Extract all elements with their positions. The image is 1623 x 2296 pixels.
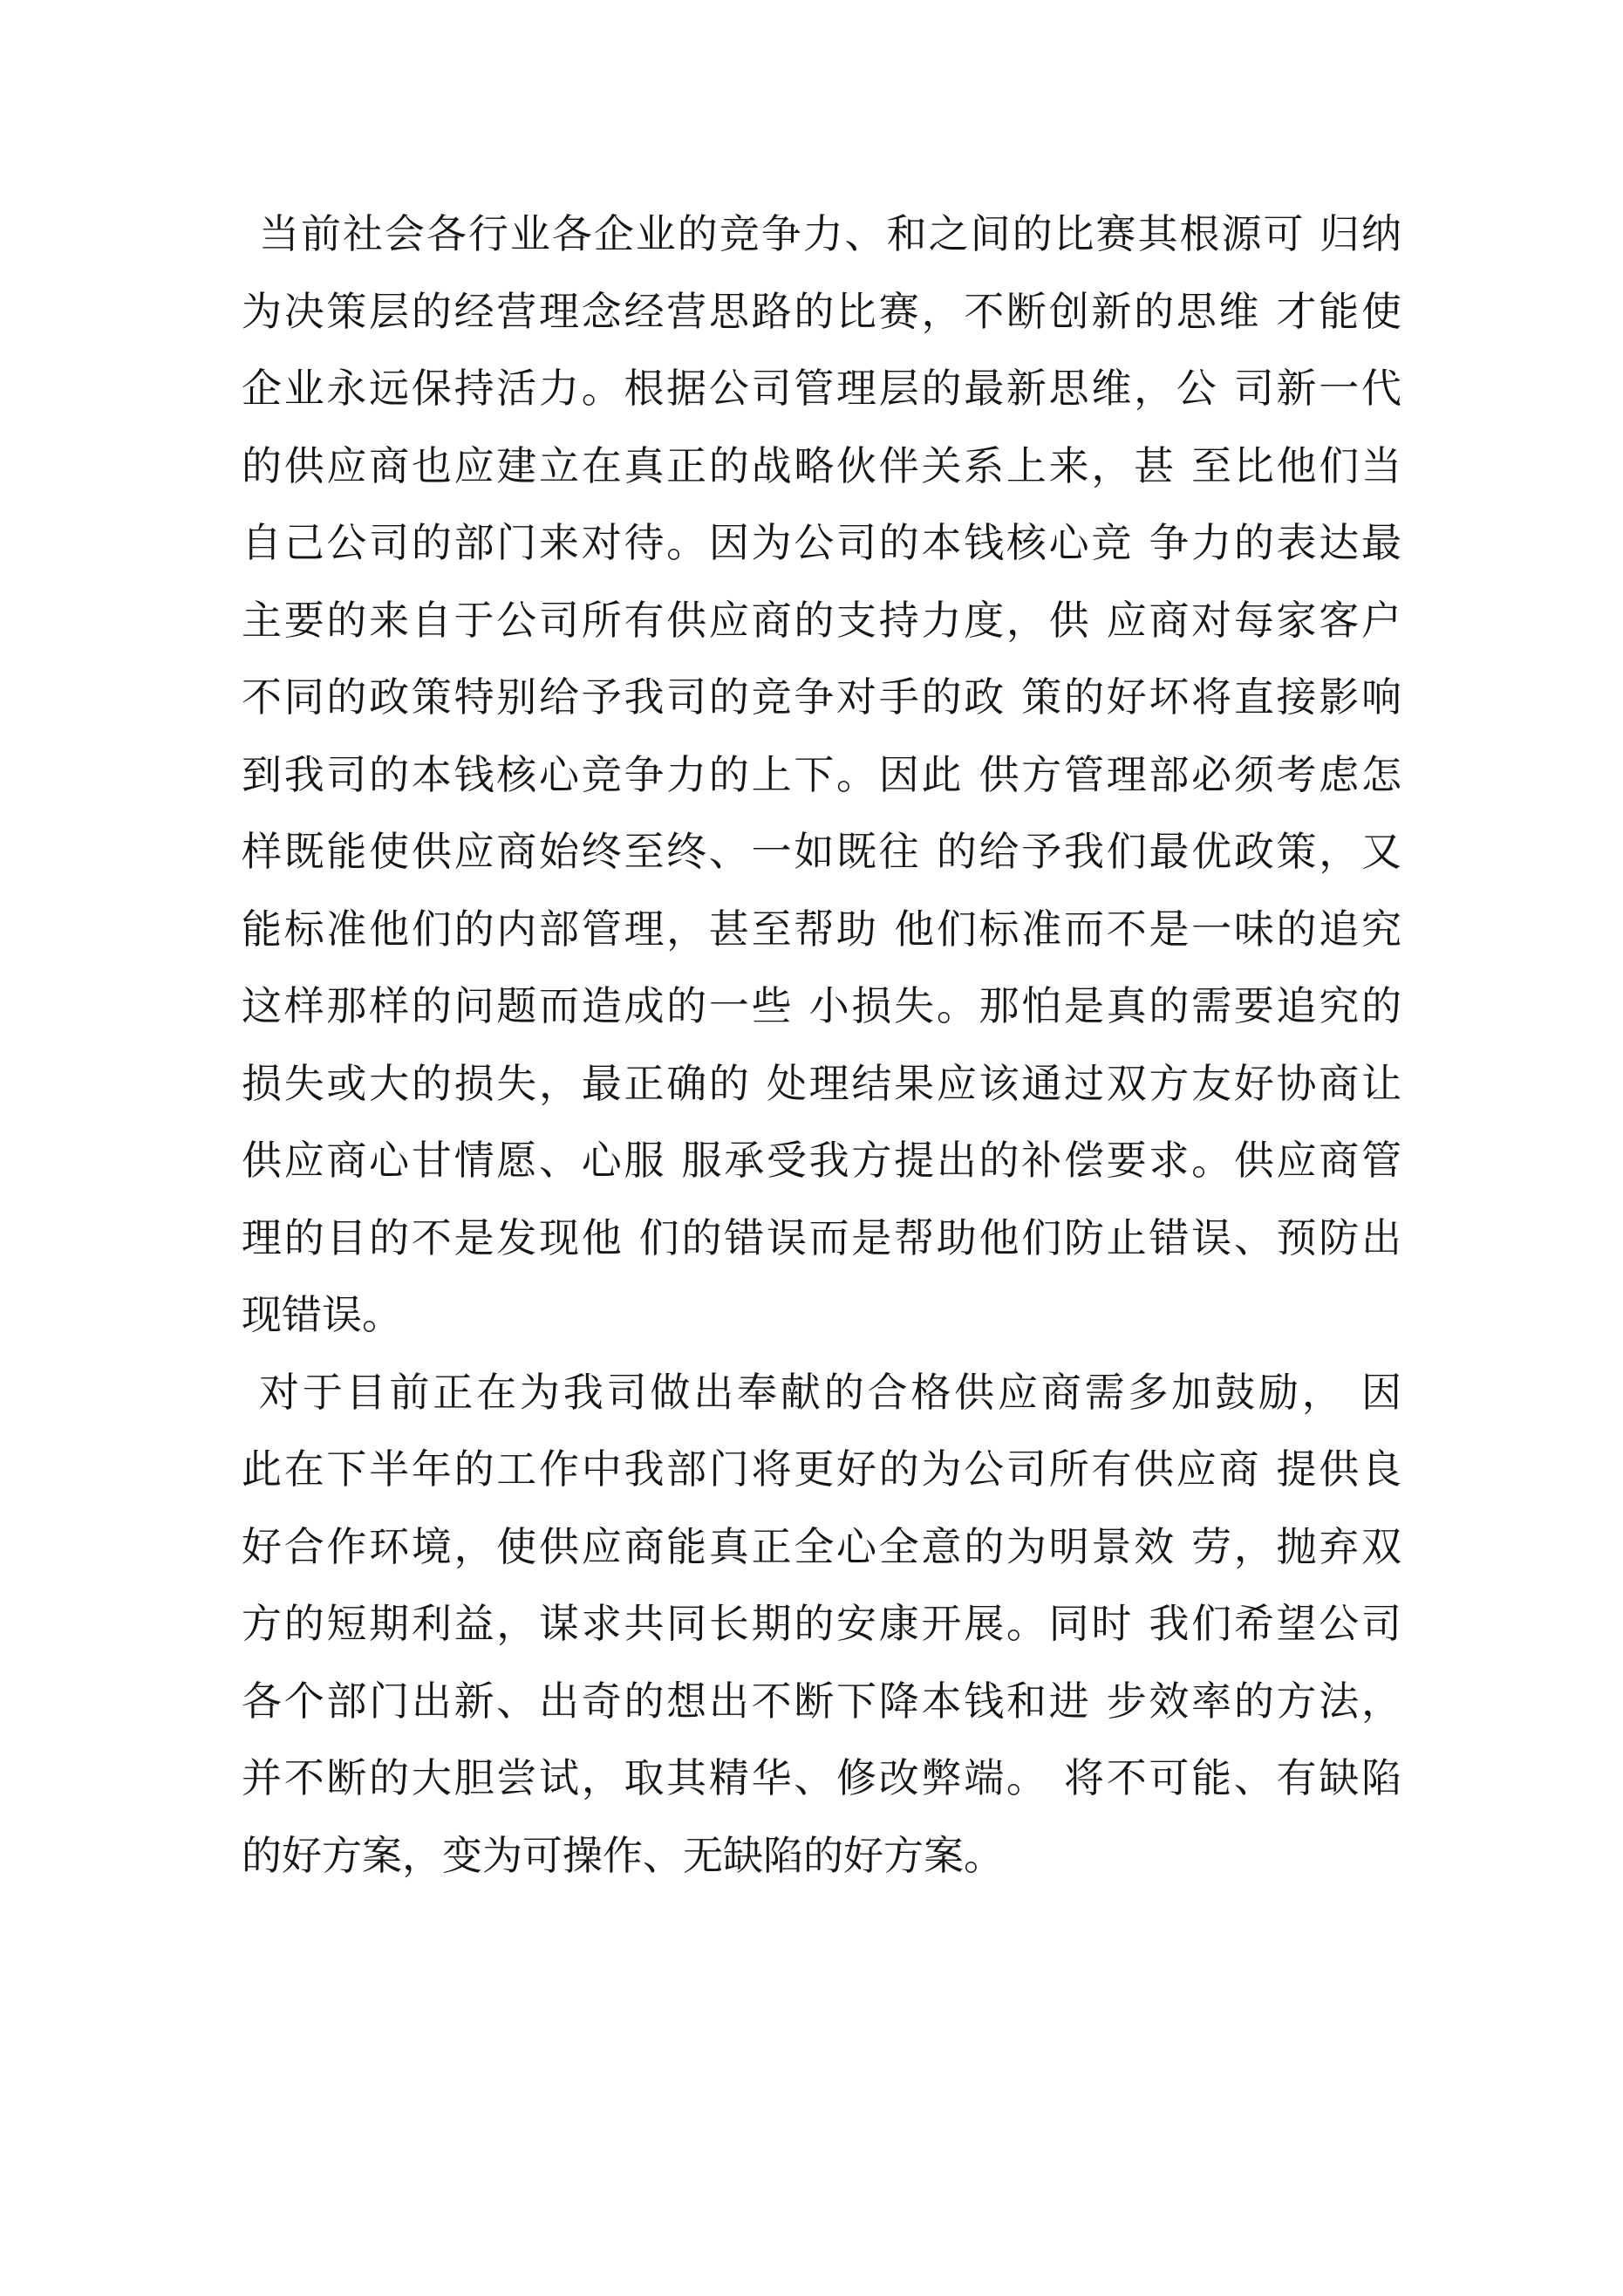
- paragraph-line: 的供应商也应建立在真正的战略伙伴关系上来，甚 至比他们当: [242, 441, 1401, 489]
- paragraph-2: [242, 1354, 1401, 1895]
- paragraph-line: 到我司的本钱核心竞争力的上下。因此 供方管理部必须考虑怎: [242, 750, 1401, 798]
- paragraph-line: 这样那样的问题而造成的一些 小损失。那怕是真的需要追究的: [242, 982, 1401, 1029]
- paragraph-line: 理的目的不是发现他 们的错误而是帮助他们防止错误、预防出: [242, 1213, 1401, 1261]
- paragraph-line: 自己公司的部门来对待。因为公司的本钱核心竞 争力的表达最: [242, 519, 1401, 566]
- paragraph-line: 能标准他们的内部管理，甚至帮助 他们标准而不是一味的追究: [242, 905, 1401, 953]
- paragraph-line: 此在下半年的工作中我部门将更好的为公司所有供应商 提供良: [242, 1445, 1401, 1493]
- paragraph-line: 并不断的大胆尝试，取其精华、修改弊端。 将不可能、有缺陷: [242, 1754, 1401, 1801]
- paragraph-line: 损失或大的损失，最正确的 处理结果应该通过双方友好协商让: [242, 1059, 1401, 1107]
- paragraph-line: 好合作环境，使供应商能真正全心全意的为明景效 劳，抛弃双: [242, 1522, 1401, 1570]
- paragraph-line: 不同的政策特别给予我司的竞争对手的政 策的好坏将直接影响: [242, 673, 1401, 721]
- paragraph-line: 企业永远保持活力。根据公司管理层的最新思维，公 司新一代: [242, 365, 1401, 412]
- paragraph-line: 的好方案，变为可操作、无缺陷的好方案。: [242, 1831, 1004, 1879]
- document-body: [242, 195, 1401, 1894]
- paragraph-line: 当前社会各行业各企业的竞争力、和之间的比赛其根源可 归纳: [259, 210, 1401, 257]
- paragraph-line: 现错误。: [242, 1291, 402, 1338]
- paragraph-line: 为决策层的经营理念经营思路的比赛，不断创新的思维 才能使: [242, 287, 1401, 335]
- paragraph-1: [242, 195, 1401, 1354]
- paragraph-line: 方的短期利益，谋求共同长期的安康开展。同时 我们希望公司: [242, 1600, 1401, 1647]
- paragraph-line: 供应商心甘情愿、心服 服承受我方提出的补偿要求。供应商管: [242, 1137, 1401, 1184]
- paragraph-line: 样既能使供应商始终至终、一如既往 的给予我们最优政策，又: [242, 828, 1401, 875]
- paragraph-line: 对于目前正在为我司做出奉献的合格供应商需多加鼓励， 因: [259, 1368, 1401, 1416]
- paragraph-line: 主要的来自于公司所有供应商的支持力度，供 应商对每家客户: [242, 596, 1401, 644]
- paragraph-line: 各个部门出新、出奇的想出不断下降本钱和进 步效率的方法，: [242, 1677, 1401, 1725]
